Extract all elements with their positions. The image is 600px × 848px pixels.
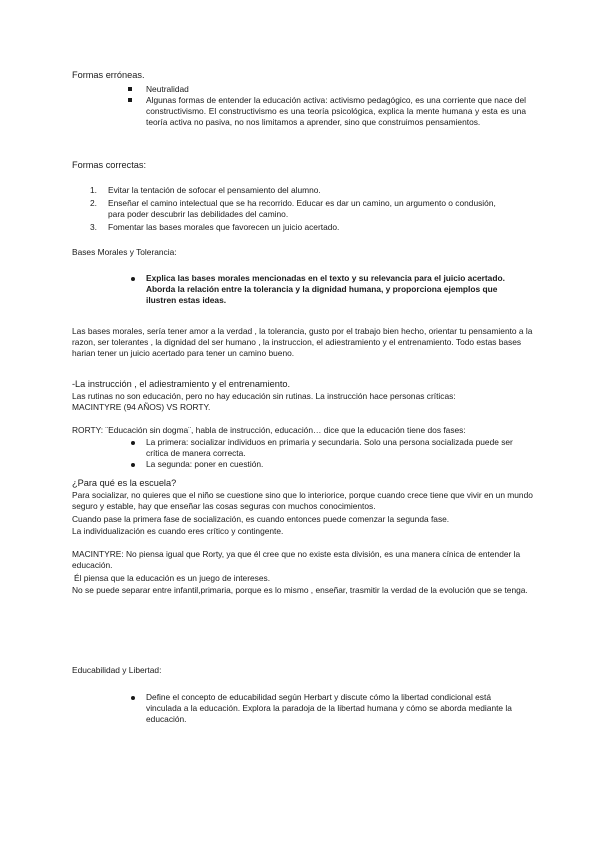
list-item (90, 185, 508, 196)
list-item: Neutralidad (146, 84, 526, 95)
school-paragraph: Para socializar, no quieres que el niño se cuestione sino que lo interiorice, porque cuando crece tiene que vivir en un mundo seguro y estable, hay que enseñar las cosas seguras con muchos conocimientos. (72, 490, 533, 511)
freedom-heading: Educabilidad y Libertad: (72, 665, 162, 675)
list-number: 1. (90, 185, 97, 195)
correct-list (90, 185, 508, 233)
errors-heading: Formas erróneas. (72, 70, 145, 80)
instruction-line: MACINTYRE (94 AÑOS) VS RORTY. (72, 402, 211, 412)
rorty-intro: RORTY: ¨Educación sin dogma¨, habla de instrucción, educación… dice que la educación tiene dos fases: (72, 425, 466, 435)
instruction-heading: -La instrucción , el adiestramiento y el entrenamiento. (72, 379, 291, 389)
list-item (90, 222, 508, 233)
school-paragraph: La individualización es cuando eres crítico y contingente. (72, 526, 284, 536)
moral-prompt-list (146, 273, 516, 306)
list-number: 3. (90, 222, 97, 232)
macintyre-paragraph: No se puede separar entre infantil,primaria, porque es lo mismo , enseñar, trasmitir la verdad de la evolución que se tenga. (72, 585, 528, 595)
list-item: Algunas formas de entender la educación activa: activismo pedagógico, es una corriente que nace del constructivismo. El constructivismo es una teoría psicológica, explica la mente humana y esta es una teoría activa no pasiva, no nos limitamos a aprender, sino que construimos pensamientos. (146, 95, 526, 127)
list-text: Fomentar las bases morales que favorecen un juicio acertado. (108, 222, 340, 232)
school-paragraph: Cuando pase la primera fase de socialización, es cuando entonces puede comenzar la segunda fase. (72, 514, 450, 524)
instruction-line: Las rutinas no son educación, pero no hay educación sin rutinas. La instrucción hace personas críticas: (72, 391, 456, 401)
freedom-prompt-list (146, 692, 526, 725)
list-text: Enseñar el camino intelectual que se ha recorrido. Educar es dar un camino, un argumento o condusión, para poder descubrir las debilidades del camino. (108, 198, 496, 219)
moral-heading: Bases Morales y Tolerancia: (72, 247, 177, 257)
list-item (90, 198, 508, 220)
prompt-item: Explica las bases morales mencionadas en el texto y su relevancia para el juicio acertado. Aborda la relación entre la tolerancia y la dignidad humana, y proporciona ejemplos que ilustren estas ideas. (146, 273, 516, 306)
list-item: La primera: socializar individuos en primaria y secundaria. Solo una persona socializada puede ser crítica de manera correcta. (146, 437, 530, 459)
errors-list (146, 84, 526, 128)
list-item: La segunda: poner en cuestión. (146, 459, 530, 470)
correct-heading: Formas correctas: (72, 160, 147, 170)
list-text: Evitar la tentación de sofocar el pensamiento del alumno. (108, 185, 321, 195)
macintyre-paragraph: Él piensa que la educación es un juego de intereses. (74, 573, 271, 583)
macintyre-paragraph: MACINTYRE: No piensa igual que Rorty, ya que él cree que no existe esta división, es una manera cínica de entender la educación. (72, 549, 521, 570)
list-number: 2. (90, 198, 97, 208)
moral-paragraph: Las bases morales, sería tener amor a la verdad , la tolerancia, gusto por el trabajo bien hecho, orientar tu pensamiento a la razon, ser tolerantes , la dignidad del ser humano , la instruccion, el adiestramiento y el entrenamiento. Todo estas bases harian tener un juicio acertado para tener un camino bueno. (72, 326, 533, 358)
prompt-item: Define el concepto de educabilidad según Herbart y discute cómo la libertad condicional está vinculada a la educación. Explora la paradoja de la libertad humana y cómo se aborda mediante la educación. (146, 692, 526, 725)
rorty-list (146, 437, 530, 470)
school-question: ¿Para qué es la escuela? (72, 478, 177, 488)
